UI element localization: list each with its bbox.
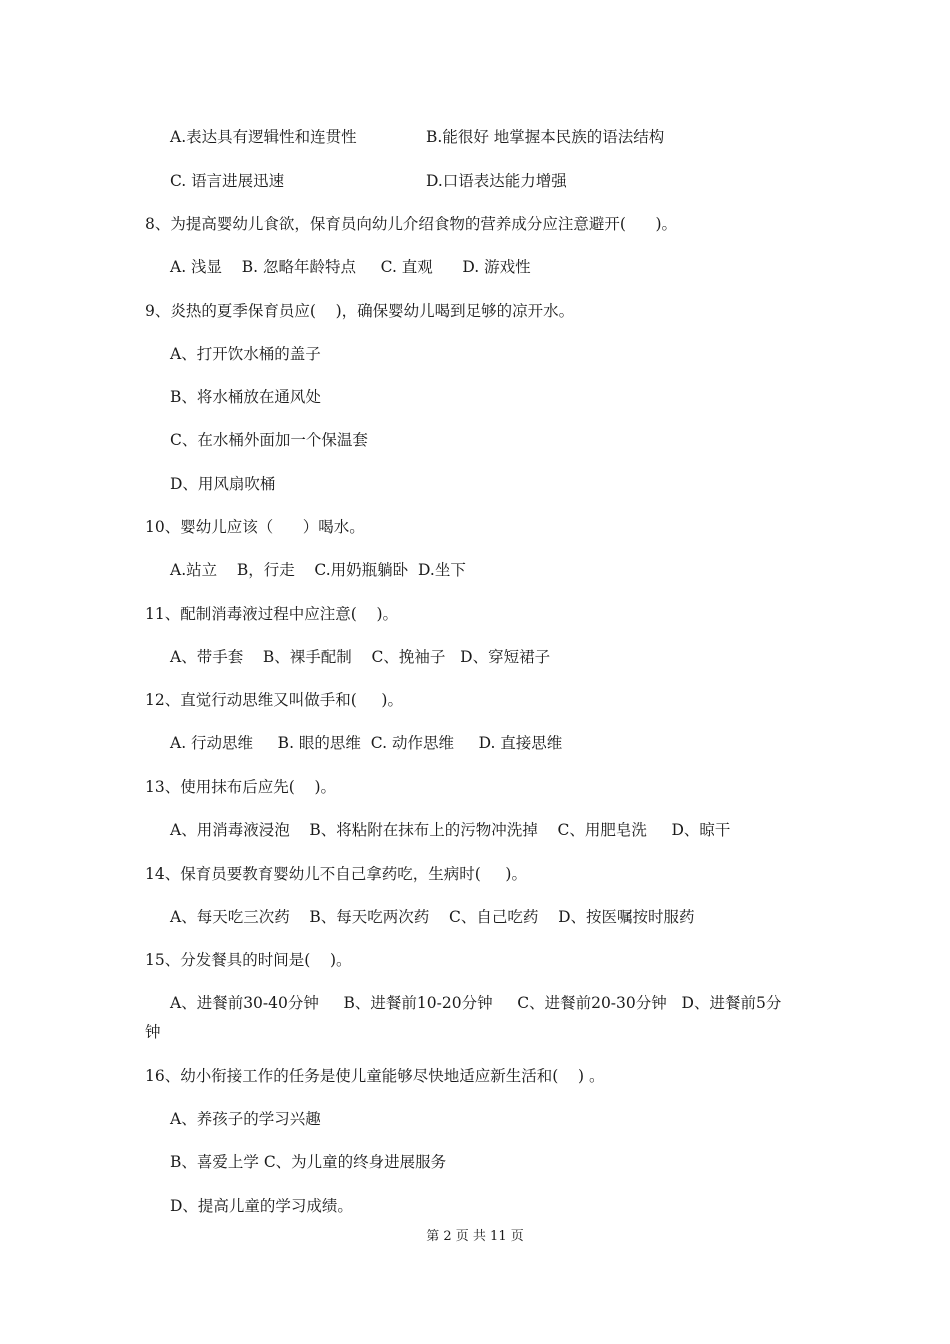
options-15: A、进餐前30-40分钟 B、进餐前10-20分钟 C、进餐前20-30分钟 D、进餐前5分 (170, 994, 782, 1012)
option-9a: A、打开饮水桶的盖子 (170, 345, 321, 363)
options-8: A. 浅显 B. 忽略年龄特点 C. 直观 D. 游戏性 (170, 258, 531, 276)
option-16d: D、提高儿童的学习成绩。 (170, 1197, 353, 1215)
option-7a: A.表达具有逻辑性和连贯性 (170, 128, 357, 146)
options-10: A.站立 B，行走 C.用奶瓶躺卧 D.坐下 (170, 561, 466, 579)
option-9d: D、用风扇吹桶 (170, 475, 276, 493)
question-9: 9、炎热的夏季保育员应( )，确保婴幼儿喝到足够的凉开水。 (145, 302, 575, 320)
page-footer: 第 2 页 共 11 页 (426, 1229, 524, 1244)
option-16bc: B、喜爱上学 C、为儿童的终身进展服务 (170, 1153, 447, 1171)
question-8: 8、为提高婴幼儿食欲，保育员向幼儿介绍食物的营养成分应注意避开( )。 (145, 215, 678, 233)
option-16a: A、养孩子的学习兴趣 (170, 1110, 321, 1128)
options-11: A、带手套 B、裸手配制 C、挽袖子 D、穿短裙子 (170, 648, 551, 666)
question-16: 16、幼小衔接工作的任务是使儿童能够尽快地适应新生活和( ) 。 (145, 1067, 605, 1085)
question-10: 10、婴幼儿应该（ ）喝水。 (145, 518, 365, 536)
question-12: 12、直觉行动思维又叫做手和( )。 (145, 691, 403, 709)
question-11: 11、配制消毒液过程中应注意( )。 (145, 605, 399, 623)
question-13: 13、使用抹布后应先( )。 (145, 778, 337, 796)
option-9b: B、将水桶放在通风处 (170, 388, 321, 406)
option-7c: C. 语言进展迅速 (170, 172, 285, 190)
question-15: 15、分发餐具的时间是( )。 (145, 951, 352, 969)
option-9c: C、在水桶外面加一个保温套 (170, 431, 368, 449)
options-13: A、用消毒液浸泡 B、将粘附在抹布上的污物冲洗掉 C、用肥皂洗 D、晾干 (170, 821, 731, 839)
options-14: A、每天吃三次药 B、每天吃两次药 C、自己吃药 D、按医嘱按时服药 (170, 908, 695, 926)
options-15-wrap: 钟 (145, 1023, 161, 1041)
option-7d: D.口语表达能力增强 (426, 172, 567, 190)
options-12: A. 行动思维 B. 眼的思维 C. 动作思维 D. 直接思维 (170, 734, 563, 752)
question-14: 14、保育员要教育婴幼儿不自己拿药吃，生病时( )。 (145, 865, 527, 883)
option-7b: B.能很好 地掌握本民族的语法结构 (426, 128, 665, 146)
